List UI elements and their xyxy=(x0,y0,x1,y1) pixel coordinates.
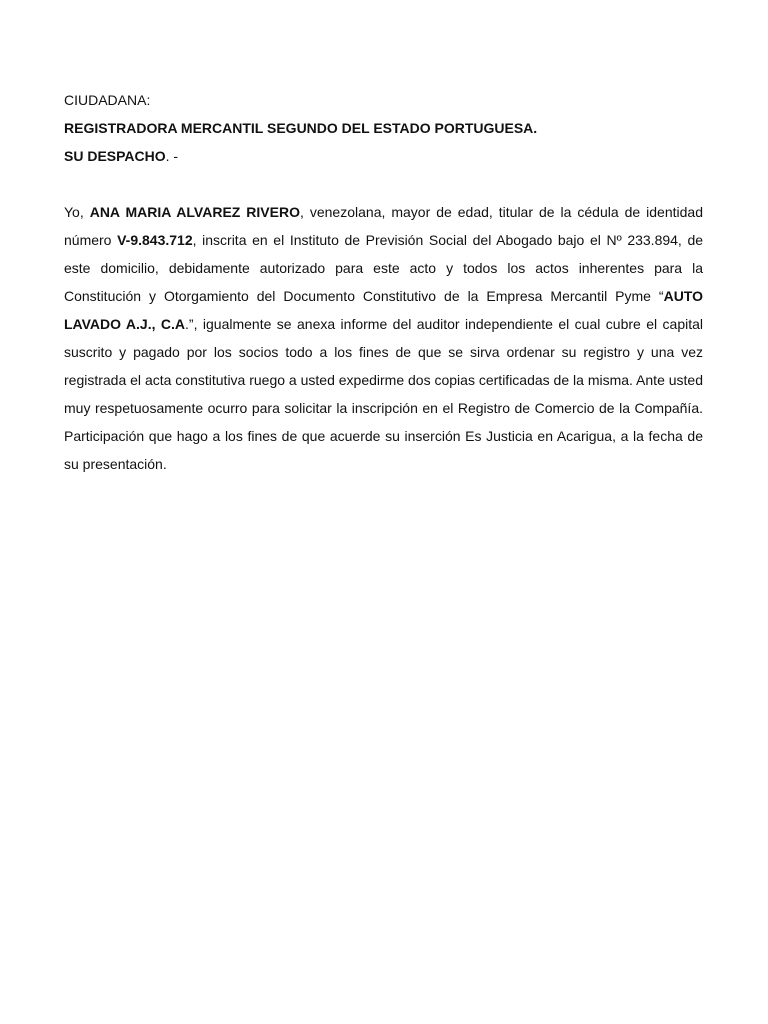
body-text-1: Yo, xyxy=(64,204,90,220)
office-line xyxy=(64,142,703,170)
body-text-3: , inscrita en el Instituto de Previsión Social del Abogado bajo el Nº 233.894, de este domicilio, debidamente autorizado para este acto y todos los actos inherentes para la Constitución y Otorgamiento del Documento Constitutivo de la Empresa Mercantil Pyme “ xyxy=(64,232,704,304)
id-number: V-9.843.712 xyxy=(117,232,193,248)
body-paragraph xyxy=(64,198,703,478)
body-text-4: .”, igualmente se anexa informe del auditor independiente el cual cubre el capital suscrito y pagado por los socios todo a los fines de que se sirva ordenar su registro y una vez registrada el acta constitutiva ruego a usted expedirme dos copias certificadas de la misma. Ante usted muy respetuosamente ocurro para solicitar la inscripción en el Registro de Comercio de la Compañía. Participación que hago a los fines de que acuerde su inserción Es Justicia en Acarigua, a la fecha de su presentación. xyxy=(64,316,703,472)
recipient-title: REGISTRADORA MERCANTIL SEGUNDO DEL ESTADO PORTUGUESA. xyxy=(64,120,538,136)
body-text-2: , venezolana, mayor de edad, titular de la cédula de identidad número xyxy=(64,204,703,248)
applicant-name: ANA MARIA ALVAREZ RIVERO xyxy=(89,204,300,220)
company-name: AUTO LAVADO A.J., C.A xyxy=(64,288,703,332)
salutation: CIUDADANA: xyxy=(64,92,151,108)
office-suffix: . - xyxy=(165,148,179,164)
office-label: SU DESPACHO xyxy=(64,148,166,164)
document-page xyxy=(64,86,703,478)
